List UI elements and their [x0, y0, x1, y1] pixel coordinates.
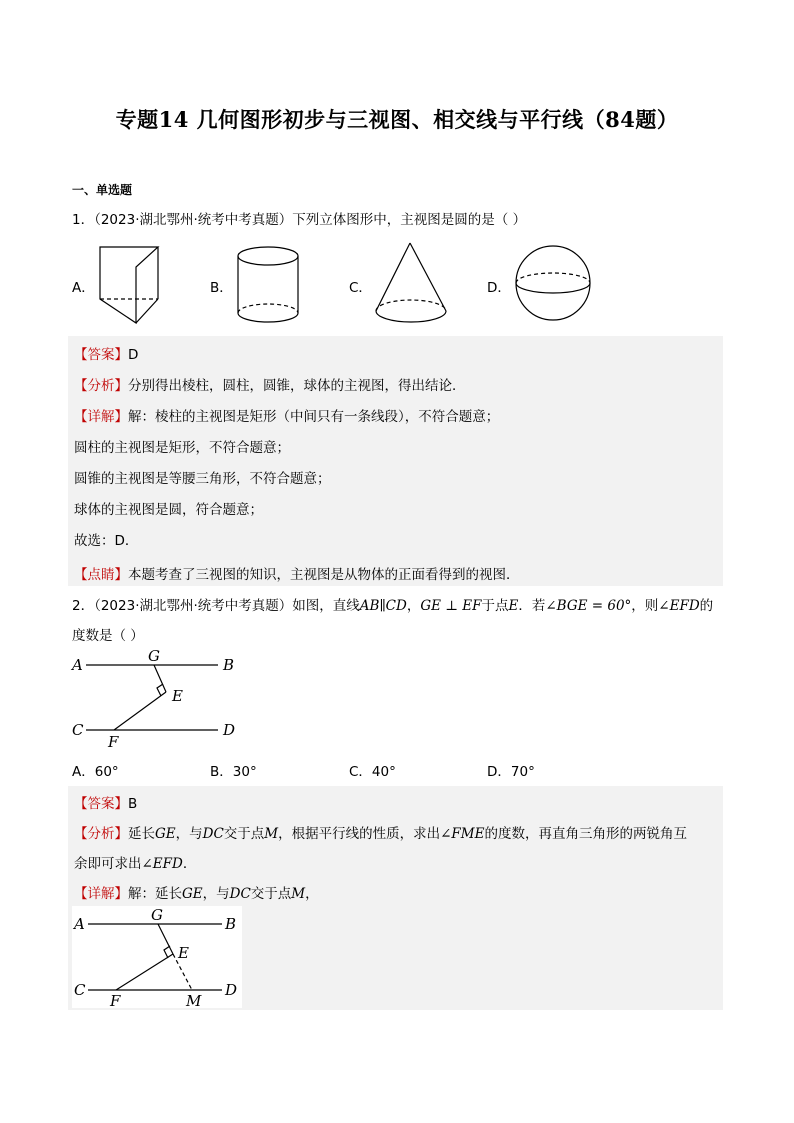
q2-analysis-text: 交于点	[223, 826, 265, 842]
q1-detail-row	[74, 405, 499, 425]
label-d: D	[223, 721, 236, 739]
label-a: A	[72, 656, 83, 674]
q2-detail-text: ，与	[202, 886, 230, 902]
q2-option-b: B．30°	[210, 764, 257, 780]
q2-option-c: C．40°	[349, 764, 396, 780]
label-f: F	[108, 733, 119, 750]
sphere-figure	[512, 243, 596, 327]
q1-detail-line-1: 解：棱柱的主视图是矩形（中间只有一条线段），不符合题意；	[128, 409, 500, 425]
q2-stem-text: 2．（2023·湖北鄂州·统考中考真题）如图，直线	[72, 598, 360, 614]
label-g: G	[151, 906, 163, 924]
q2-stem-text: 于点	[481, 598, 509, 614]
q2-stem-text: ，则	[631, 598, 659, 614]
q1-comment: 本题考查了三视图的知识，主视图是从物体的正面看得到的视图．	[128, 567, 520, 583]
answer-tag: 【答案】	[74, 347, 128, 363]
q1-option-a: A．	[72, 280, 95, 296]
q2-detail-text: 交于点	[250, 886, 292, 902]
math-angle-efd: ∠EFD	[141, 856, 183, 872]
label-b: B	[225, 915, 237, 933]
q1-stem: 1．（2023·湖北鄂州·统考中考真题）下列立体图形中，主视图是圆的是（ ）	[72, 212, 527, 228]
q2-detail-text: ，	[305, 886, 319, 902]
math-angle-bge: ∠BGE = 60°	[545, 598, 632, 614]
q2-answer: B	[128, 796, 138, 812]
detail-tag: 【详解】	[74, 409, 128, 425]
q2-stem-line-2: 度数是（ ）	[72, 628, 144, 644]
label-a: A	[74, 915, 85, 933]
math-ge-perp-ef: GE ⊥ EF	[420, 598, 482, 614]
math-ab-parallel-cd: AB∥CD	[359, 598, 407, 614]
analysis-tag: 【分析】	[74, 826, 128, 842]
q2-analysis-text: ，与	[175, 826, 203, 842]
math-ge: GE	[182, 886, 203, 902]
q1-answer: D	[128, 347, 139, 363]
q2-answer-row	[74, 792, 137, 812]
math-angle-fme: ∠FME	[440, 826, 485, 842]
label-g: G	[148, 647, 160, 665]
label-c: C	[74, 981, 86, 999]
q1-detail-line-5: 故选：D．	[74, 533, 139, 549]
detail-tag: 【详解】	[74, 886, 128, 902]
q1-option-c: C．	[349, 280, 372, 296]
answer-tag: 【答案】	[74, 796, 128, 812]
label-m: M	[186, 992, 202, 1008]
math-angle-efd: ∠EFD	[658, 598, 700, 614]
q2-stem-text: 的	[699, 598, 714, 614]
math-m: M	[264, 826, 279, 842]
q2-analysis-text: 的度数，再直角三角形的两锐角互	[484, 826, 687, 842]
comment-tag: 【点睛】	[74, 567, 128, 583]
q1-comment-row	[74, 563, 520, 583]
label-e: E	[178, 944, 189, 962]
q1-option-b: B．	[210, 280, 233, 296]
label-e: E	[172, 687, 183, 705]
q2-detail-row	[74, 882, 319, 902]
label-f: F	[110, 992, 121, 1008]
label-b: B	[223, 656, 235, 674]
q1-detail-line-4: 球体的主视图是圆，符合题意；	[74, 502, 263, 518]
q1-analysis-row	[74, 374, 466, 394]
math-dc: DC	[202, 826, 224, 842]
prism-figure	[96, 243, 172, 327]
q2-solution-figure	[72, 906, 242, 1008]
q2-analysis-text: 延长	[128, 826, 155, 842]
math-point-e: E	[508, 598, 519, 614]
q1-detail-line-2: 圆柱的主视图是矩形，不符合题意；	[74, 440, 290, 456]
cone-figure	[370, 240, 454, 328]
analysis-tag: 【分析】	[74, 378, 128, 394]
page-title: 专题14 几何图形初步与三视图、相交线与平行线（84题）	[115, 107, 679, 132]
q2-stem-text: ．若	[518, 598, 546, 614]
q2-detail-text: 解：延长	[128, 886, 182, 902]
q2-analysis-text: ，根据平行线的性质，求出	[278, 826, 441, 842]
q1-comment-box	[68, 560, 723, 586]
q2-stem-line-1	[72, 594, 713, 614]
q1-solution-box	[68, 336, 723, 562]
q2-solution-box	[68, 786, 723, 1010]
label-c: C	[72, 721, 84, 739]
q2-stem-text: ，	[406, 598, 421, 614]
cylinder-figure	[232, 243, 308, 327]
q1-answer-row	[74, 343, 138, 363]
q2-analysis-text: ．	[182, 856, 197, 872]
q1-analysis: 分别得出棱柱，圆柱，圆锥，球体的主视图，得出结论．	[128, 378, 466, 394]
q2-analysis-line-2	[74, 852, 196, 872]
q2-option-d: D．70°	[487, 764, 535, 780]
math-m: M	[291, 886, 306, 902]
math-ge: GE	[155, 826, 176, 842]
section-heading: 一、单选题	[72, 183, 133, 197]
label-d: D	[225, 981, 238, 999]
q2-option-a: A．60°	[72, 764, 119, 780]
math-dc: DC	[229, 886, 251, 902]
q2-analysis-row	[74, 822, 687, 842]
q1-detail-line-3: 圆锥的主视图是等腰三角形，不符合题意；	[74, 471, 331, 487]
q2-analysis-text: 余即可求出	[74, 856, 142, 872]
q1-option-d: D．	[487, 280, 511, 296]
q2-figure	[68, 646, 248, 750]
